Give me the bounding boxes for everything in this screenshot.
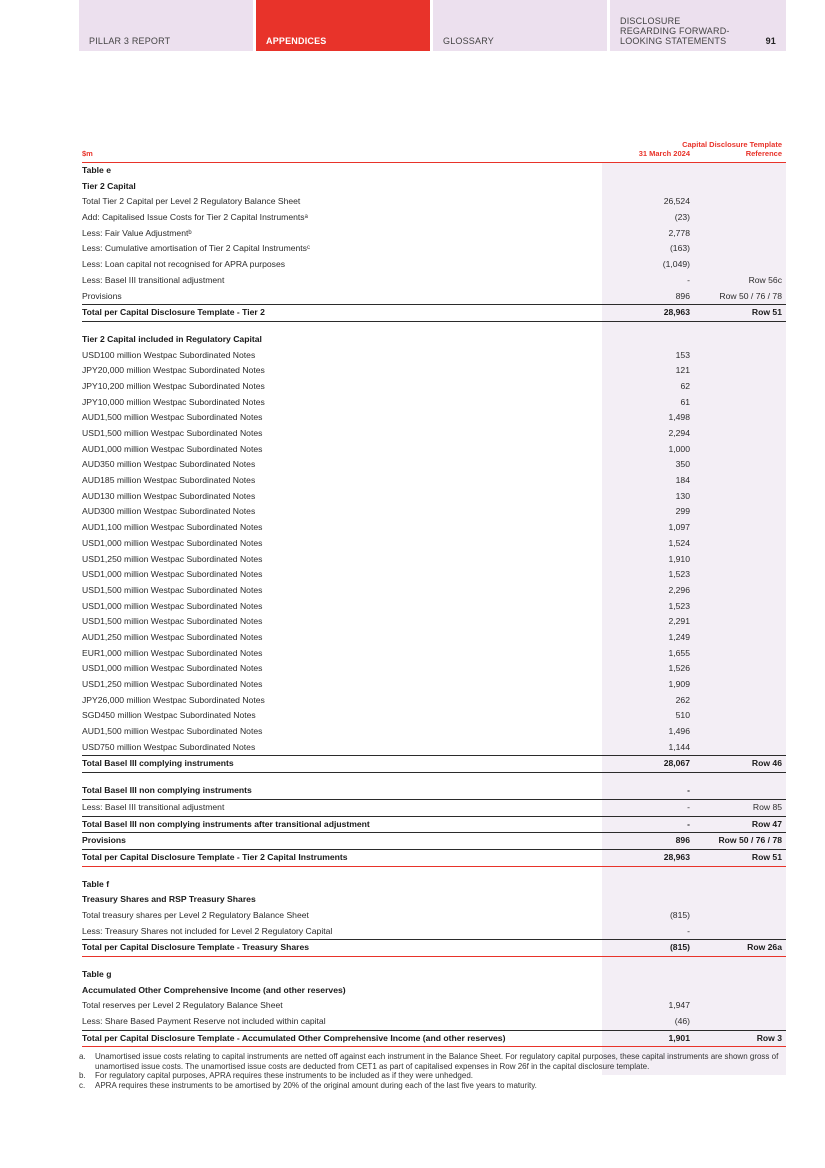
row-reference: Row 47	[751, 818, 782, 829]
tab-label: PILLAR 3 REPORT	[89, 36, 171, 46]
row-value: -	[687, 785, 690, 796]
row-value: 1,655	[668, 647, 690, 658]
row-label: USD1,000 million Westpac Subordinated Notes	[82, 663, 263, 674]
row-value: 1,526	[668, 663, 690, 674]
row-value: 1,523	[668, 569, 690, 580]
table-row	[82, 583, 786, 599]
row-value: 62	[680, 380, 690, 391]
table-row	[82, 410, 786, 426]
table-row	[82, 536, 786, 552]
row-value: (1,049)	[662, 259, 690, 270]
table-row	[82, 257, 786, 273]
row-label: AUD130 million Westpac Subordinated Notes	[82, 490, 256, 501]
table-row	[82, 273, 786, 289]
table-row	[82, 630, 786, 646]
row-label: Treasury Shares and RSP Treasury Shares	[82, 894, 256, 905]
table-row	[82, 892, 786, 908]
table-row	[82, 348, 786, 364]
row-label: AUD1,000 million Westpac Subordinated Notes	[82, 443, 263, 454]
table-row	[82, 1030, 786, 1048]
row-value: 1,000	[668, 443, 690, 454]
row-reference: Row 85	[752, 801, 782, 812]
row-label: Less: Fair Value Adjustmentᵇ	[82, 227, 192, 238]
table-row	[82, 289, 786, 305]
row-label: Less: Treasury Shares not included for Level 2 Regulatory Capital	[82, 925, 333, 936]
row-label: Tier 2 Capital included in Regulatory Capital	[82, 333, 262, 344]
row-label: Total treasury shares per Level 2 Regulatory Balance Sheet	[82, 909, 309, 920]
row-reference: Row 3	[756, 1032, 782, 1043]
tab-appendices[interactable]	[256, 0, 430, 51]
row-label: AUD350 million Westpac Subordinated Notes	[82, 459, 256, 470]
table-row	[82, 693, 786, 709]
table-row	[82, 379, 786, 395]
row-label: Total per Capital Disclosure Template - Treasury Shares	[82, 942, 310, 953]
row-reference: Row 51	[751, 851, 782, 862]
row-value: 28,067	[663, 758, 690, 769]
table-row	[82, 473, 786, 489]
row-value: 1,947	[668, 1000, 690, 1011]
page-number: 91	[765, 36, 776, 46]
tab-forward-looking-statements[interactable]	[610, 0, 786, 51]
row-label: AUD300 million Westpac Subordinated Notes	[82, 506, 256, 517]
table-row	[82, 708, 786, 724]
row-reference: Row 46	[751, 758, 782, 769]
table-row	[82, 983, 786, 999]
row-value: 896	[675, 835, 690, 846]
row-reference: Row 56c	[748, 274, 782, 285]
row-value: 2,294	[668, 428, 690, 438]
table-row	[82, 646, 786, 662]
row-value: 2,291	[668, 616, 690, 627]
row-label: Table f	[82, 878, 110, 889]
row-label: Total per Capital Disclosure Template - Accumulated Other Comprehensive Income (and other reserves)	[82, 1032, 506, 1043]
footnote-key: b.	[79, 1071, 86, 1081]
row-value: 28,963	[663, 307, 690, 318]
row-label: AUD1,500 million Westpac Subordinated Notes	[82, 412, 263, 423]
table-row	[82, 457, 786, 473]
row-label: AUD1,250 million Westpac Subordinated Notes	[82, 631, 263, 642]
table-row	[82, 163, 786, 179]
capital-disclosure-table	[82, 136, 786, 1047]
row-value: 350	[675, 459, 690, 470]
row-reference: Row 51	[751, 307, 782, 318]
row-value: -	[687, 818, 690, 829]
row-label: USD750 million Westpac Subordinated Notes	[82, 741, 256, 752]
table-row	[82, 661, 786, 677]
table-row	[82, 210, 786, 226]
row-value: (46)	[674, 1016, 690, 1027]
row-value: 26,524	[663, 196, 690, 207]
table-row	[82, 241, 786, 257]
table-row	[82, 504, 786, 520]
row-value: 1,249	[668, 631, 690, 642]
row-value: -	[687, 925, 690, 936]
row-label: Less: Basel III transitional adjustment	[82, 801, 225, 812]
table-body	[82, 163, 786, 1047]
row-label: Provisions	[82, 835, 126, 846]
row-label: Table g	[82, 969, 112, 979]
tab-label: APPENDICES	[266, 36, 327, 46]
row-label: Total Basel III complying instruments	[82, 758, 234, 769]
top-navigation	[79, 0, 786, 51]
row-reference: Row 50 / 76 / 78	[718, 835, 782, 846]
row-value: 299	[675, 506, 690, 517]
row-value: 121	[675, 365, 690, 376]
row-value: 1,909	[668, 679, 690, 689]
table-row	[82, 426, 786, 442]
table-row	[82, 740, 786, 756]
table-row	[82, 489, 786, 505]
row-label: Less: Loan capital not recognised for APRA purposes	[82, 259, 286, 270]
row-value: (163)	[669, 243, 690, 254]
row-label: Total Basel III non complying instruments after transitional adjustment	[82, 818, 370, 829]
row-value: 896	[675, 290, 690, 301]
table-row	[82, 614, 786, 630]
row-value: 28,963	[663, 851, 690, 862]
table-row	[82, 877, 786, 893]
row-label: AUD1,500 million Westpac Subordinated Notes	[82, 726, 263, 737]
row-value: 1,524	[668, 537, 690, 548]
row-label: USD1,500 million Westpac Subordinated Notes	[82, 428, 263, 438]
row-value: 184	[675, 475, 690, 486]
table-row	[82, 179, 786, 195]
table-row	[82, 552, 786, 568]
row-label: Total per Capital Disclosure Template - Tier 2 Capital Instruments	[82, 851, 348, 862]
row-label: AUD185 million Westpac Subordinated Notes	[82, 475, 256, 486]
row-value: 262	[675, 694, 690, 705]
table-row	[82, 998, 786, 1014]
table-row	[82, 520, 786, 536]
row-value: 1,523	[668, 600, 690, 611]
row-label: AUD1,100 million Westpac Subordinated Notes	[82, 522, 263, 533]
row-label: USD1,500 million Westpac Subordinated Notes	[82, 616, 263, 627]
table-row	[82, 833, 786, 849]
table-row	[82, 1014, 786, 1030]
table-row	[82, 967, 786, 983]
footnotes	[79, 1052, 784, 1090]
table-row	[82, 363, 786, 379]
row-label: Less: Cumulative amortisation of Tier 2 Capital Instrumentsᶜ	[82, 243, 311, 254]
table-row	[82, 442, 786, 458]
footnote-text: Unamortised issue costs relating to capital instruments are netted off against each instrument in the Balance Sheet. For regulatory capital purposes, these capital instruments are shown gross of unamortised issue costs. The unamortised issue costs are deducted from CET1 as part of capitalised expenses in Row 26f in the capital disclosure template.	[95, 1052, 779, 1071]
tab-label: DISCLOSURE REGARDING FORWARD- LOOKING STATEMENTS	[620, 16, 730, 46]
row-label: Total Tier 2 Capital per Level 2 Regulatory Balance Sheet	[82, 196, 301, 207]
row-label: Less: Share Based Payment Reserve not included within capital	[82, 1016, 326, 1027]
row-label: Tier 2 Capital	[82, 180, 136, 191]
table-row	[82, 304, 786, 322]
row-label: USD1,250 million Westpac Subordinated Notes	[82, 553, 263, 564]
table-row	[82, 783, 786, 799]
row-label: Provisions	[82, 290, 122, 301]
footnote	[79, 1081, 784, 1091]
table-row	[82, 599, 786, 615]
row-value: (815)	[669, 942, 690, 953]
row-value: 1,910	[668, 553, 690, 564]
row-label: USD1,000 million Westpac Subordinated Notes	[82, 569, 263, 580]
footnote-key: a.	[79, 1052, 86, 1061]
row-label: JPY20,000 million Westpac Subordinated Notes	[82, 365, 265, 376]
row-label: JPY26,000 million Westpac Subordinated Notes	[82, 694, 265, 705]
row-label: Less: Basel III transitional adjustment	[82, 274, 225, 285]
footnote-key: c.	[79, 1080, 86, 1090]
table-row	[82, 567, 786, 583]
row-label: Total Basel III non complying instruments	[82, 785, 252, 796]
row-reference: Row 50 / 76 / 78	[719, 290, 782, 301]
table-row	[82, 724, 786, 740]
table-row	[82, 849, 786, 867]
row-value: 2,296	[668, 584, 690, 595]
table-row	[82, 799, 786, 816]
table-row	[82, 755, 786, 773]
row-value: 2,778	[668, 227, 690, 238]
tab-pillar-3-report[interactable]	[79, 0, 253, 51]
row-value: 1,901	[668, 1032, 690, 1043]
header-units: $m	[82, 149, 93, 158]
tab-glossary[interactable]	[433, 0, 607, 51]
row-label: USD1,000 million Westpac Subordinated Notes	[82, 600, 263, 611]
row-label: Add: Capitalised Issue Costs for Tier 2 Capital Instrumentsᵃ	[82, 212, 308, 223]
row-value: (815)	[669, 909, 690, 920]
row-label: JPY10,200 million Westpac Subordinated Notes	[82, 380, 265, 391]
row-value: 153	[675, 349, 690, 360]
row-label: Table e	[82, 165, 111, 175]
table-row	[82, 226, 786, 242]
table-row	[82, 908, 786, 924]
row-label: Total per Capital Disclosure Template - Tier 2	[82, 307, 265, 318]
row-value: -	[687, 274, 690, 285]
row-label: EUR1,000 million Westpac Subordinated Notes	[82, 647, 263, 658]
table-row	[82, 816, 786, 834]
table-row	[82, 395, 786, 411]
row-value: 61	[680, 396, 690, 407]
header-date: 31 March 2024	[638, 149, 690, 158]
table-header	[82, 136, 786, 163]
footnote	[79, 1052, 784, 1071]
table-row	[82, 332, 786, 348]
header-reference: Capital Disclosure Template Reference	[682, 140, 782, 158]
row-value: 510	[675, 710, 690, 721]
tab-label: GLOSSARY	[443, 36, 494, 46]
row-value: -	[687, 801, 690, 812]
row-value: 1,498	[668, 412, 690, 423]
row-label: JPY10,000 million Westpac Subordinated Notes	[82, 396, 265, 407]
row-value: 1,496	[668, 726, 690, 737]
footnote-text: APRA requires these instruments to be amortised by 20% of the original amount during each of the last five years to maturity.	[95, 1080, 537, 1090]
table-row	[82, 924, 786, 940]
row-value: 1,144	[668, 741, 690, 752]
table-row	[82, 939, 786, 957]
row-label: USD1,500 million Westpac Subordinated Notes	[82, 584, 263, 595]
row-reference: Row 26a	[747, 942, 782, 953]
footnote-text: For regulatory capital purposes, APRA requires these instruments to be included as if they were unhedged.	[95, 1071, 473, 1081]
row-value: 130	[675, 490, 690, 501]
row-label: Total reserves per Level 2 Regulatory Balance Sheet	[82, 1000, 283, 1011]
footnote	[79, 1071, 784, 1081]
row-value: 1,097	[668, 522, 690, 533]
row-label: USD1,250 million Westpac Subordinated Notes	[82, 679, 263, 689]
table-row	[82, 677, 786, 693]
table-row	[82, 194, 786, 210]
row-label: USD100 million Westpac Subordinated Notes	[82, 349, 256, 360]
row-value: (23)	[674, 212, 690, 223]
row-label: USD1,000 million Westpac Subordinated Notes	[82, 537, 263, 548]
row-label: Accumulated Other Comprehensive Income (and other reserves)	[82, 984, 346, 995]
row-label: SGD450 million Westpac Subordinated Notes	[82, 710, 256, 721]
